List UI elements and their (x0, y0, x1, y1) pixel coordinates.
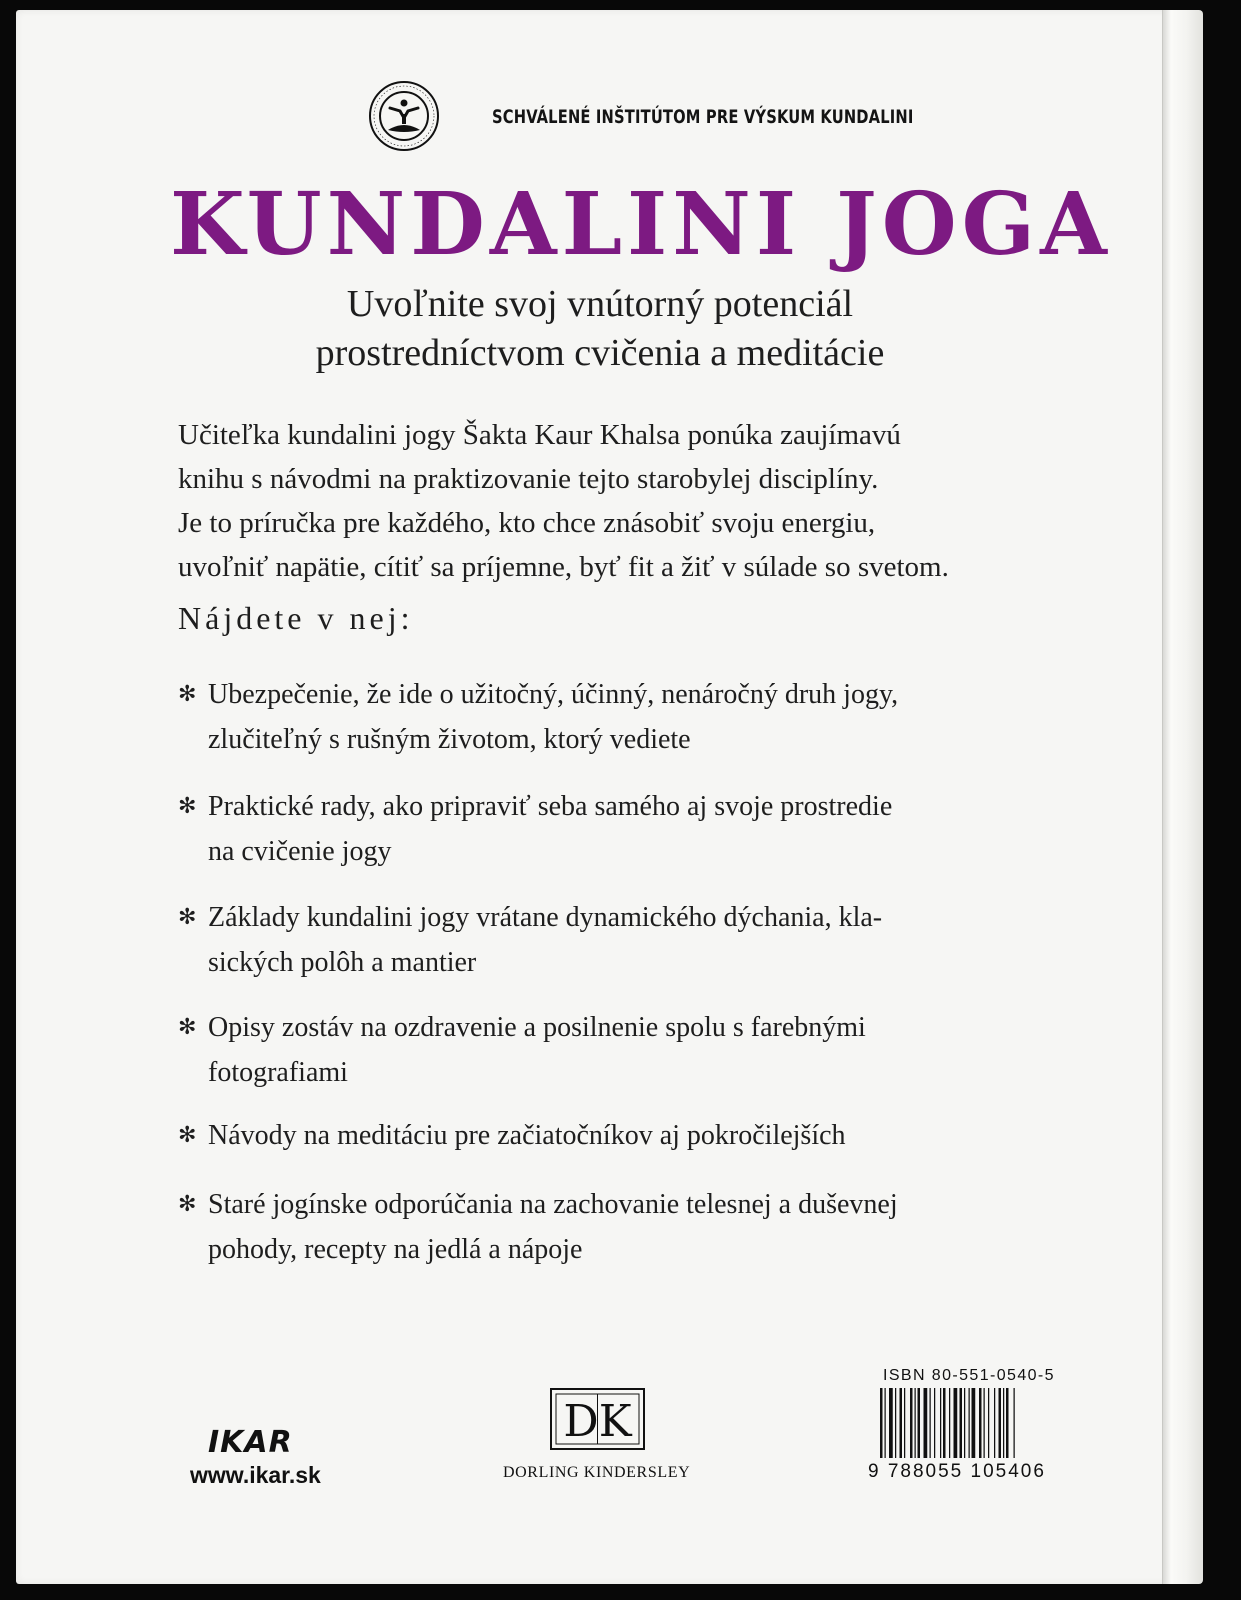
yoga-seal-icon (368, 80, 440, 152)
intro-paragraph (178, 413, 1078, 589)
list-item-line: Staré jogínske odporúčania na zachovanie telesnej a duševnej (208, 1189, 898, 1220)
book-subtitle (200, 280, 1000, 378)
list-item-line: pohody, recepty na jedlá a nápoje (208, 1234, 583, 1265)
ikar-logo: IKAR (208, 1425, 293, 1460)
list-heading: Nájdete v nej: (178, 600, 414, 636)
list-item-line: sických polôh a mantier (208, 947, 477, 978)
book-spine (1162, 10, 1203, 1584)
list-item-line: zlučiteľný s rušným životom, ktorý vediete (208, 724, 691, 755)
intro-line: Učiteľka kundalini jogy Šakta Kaur Khalsa ponúka zaujímavú (178, 419, 901, 451)
list-item-line: na cvičenie jogy (208, 836, 392, 867)
asterisk-icon: ✻ (178, 1192, 197, 1217)
asterisk-icon: ✻ (178, 1015, 197, 1040)
intro-line: Je to príručka pre každého, kto chce znásobiť svoju energiu, (178, 507, 876, 539)
list-item-line: Ubezpečenie, že ide o užitočný, účinný, nenáročný druh jogy, (208, 679, 899, 710)
barcode-number: 9 788055 105406 (868, 1461, 1046, 1482)
dorling-kindersley-name: DORLING KINDERSLEY (503, 1464, 691, 1481)
list-item-line: Praktické rady, ako pripraviť seba samého aj svoje prostredie (208, 791, 893, 822)
approval-text: SCHVÁLENÉ INŠTITÚTOM PRE VÝSKUM KUNDALINI (492, 106, 914, 128)
publisher-website: www.ikar.sk (190, 1462, 321, 1488)
asterisk-icon: ✻ (178, 1123, 197, 1148)
isbn-number: ISBN 80-551-0540-5 (883, 1367, 1055, 1384)
subtitle-line: prostredníctvom cvičenia a meditácie (315, 332, 885, 374)
dk-logo (550, 1388, 645, 1450)
list-item-line: Základy kundalini jogy vrátane dynamického dýchania, kla- (208, 902, 883, 933)
barcode (878, 1388, 1048, 1464)
list-item-line: fotografiami (208, 1057, 348, 1088)
list-item-line: Návody na meditáciu pre začiatočníkov aj pokročilejších (208, 1120, 846, 1151)
subtitle-line: Uvoľnite svoj vnútorný potenciál (346, 283, 854, 325)
book-title: KUNDALINI JOGA (170, 174, 1112, 275)
asterisk-icon: ✻ (178, 682, 197, 707)
asterisk-icon: ✻ (178, 905, 197, 930)
asterisk-icon: ✻ (178, 794, 197, 819)
intro-line: knihu s návodmi na praktizovanie tejto starobylej disciplíny. (178, 463, 879, 495)
dk-logo-text: DK (563, 1396, 632, 1447)
list-item-line: Opisy zostáv na ozdravenie a posilnenie spolu s farebnými (208, 1012, 866, 1043)
intro-line: uvoľniť napätie, cítiť sa príjemne, byť fit a žiť v súlade so svetom. (178, 551, 949, 583)
